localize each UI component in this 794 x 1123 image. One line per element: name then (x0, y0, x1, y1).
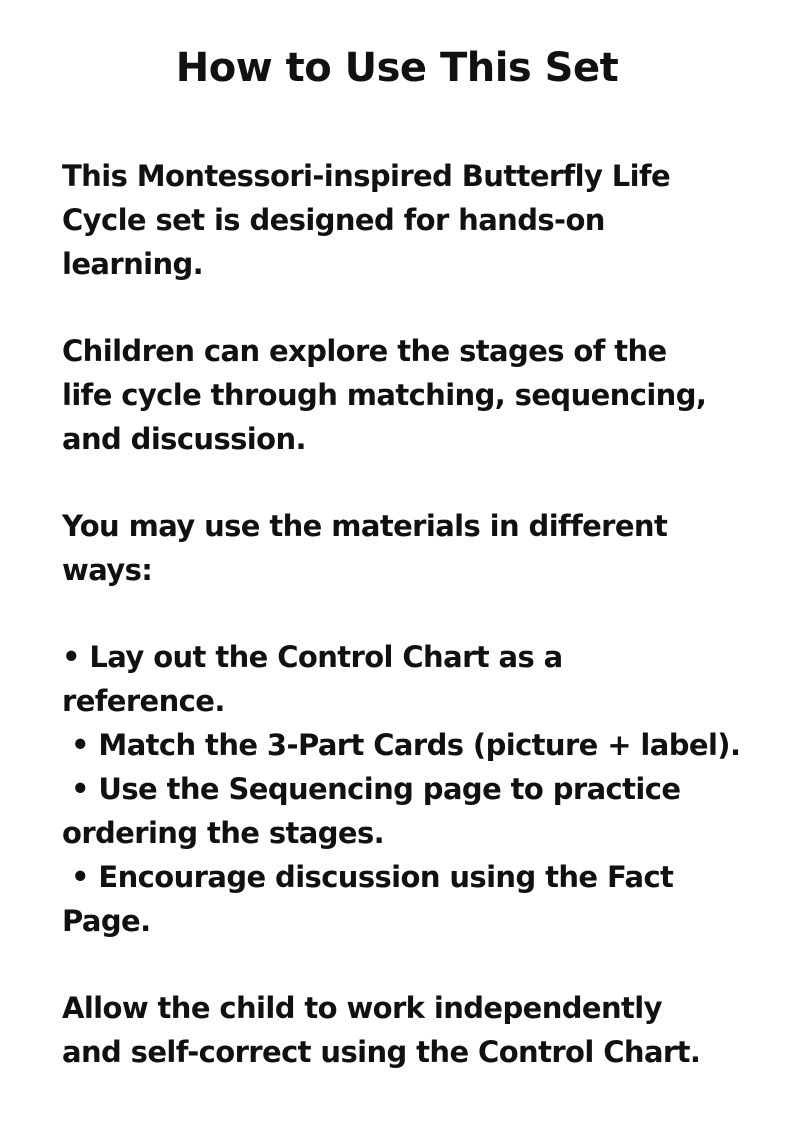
steps-list (62, 635, 762, 943)
closing-line: Allow the child to work independently (62, 991, 662, 1025)
step-line: • Match the 3-Part Cards (picture + label). (71, 728, 741, 762)
explore-line: Children can explore the stages of the (62, 334, 667, 368)
intro-line: learning. (62, 247, 204, 281)
ways-intro-line: You may use the materials in different (62, 509, 668, 543)
explore-paragraph (62, 329, 762, 461)
step-line: • Encourage discussion using the Fact (71, 860, 674, 894)
closing-paragraph (62, 986, 762, 1074)
page-title: How to Use This Set (175, 45, 619, 91)
ways-intro-paragraph (62, 504, 762, 592)
explore-line: life cycle through matching, sequencing, (62, 378, 707, 412)
explore-line: and discussion. (62, 422, 306, 456)
step-line: • Use the Sequencing page to practice (71, 772, 681, 806)
step-line: Page. (62, 904, 151, 938)
step-line: reference. (62, 684, 225, 718)
ways-intro-line: ways: (62, 553, 153, 587)
page-body (62, 154, 762, 1074)
paragraph-spacer (62, 943, 762, 986)
intro-line: Cycle set is designed for hands-on (62, 203, 605, 237)
step-line: • Lay out the Control Chart as a (62, 640, 563, 674)
closing-line: and self-correct using the Control Chart. (62, 1035, 701, 1069)
intro-paragraph (62, 154, 762, 286)
paragraph-spacer (62, 286, 762, 329)
step-line: ordering the stages. (62, 816, 385, 850)
paragraph-spacer (62, 461, 762, 504)
intro-line: This Montessori-inspired Butterfly Life (62, 159, 671, 193)
paragraph-spacer (62, 592, 762, 635)
